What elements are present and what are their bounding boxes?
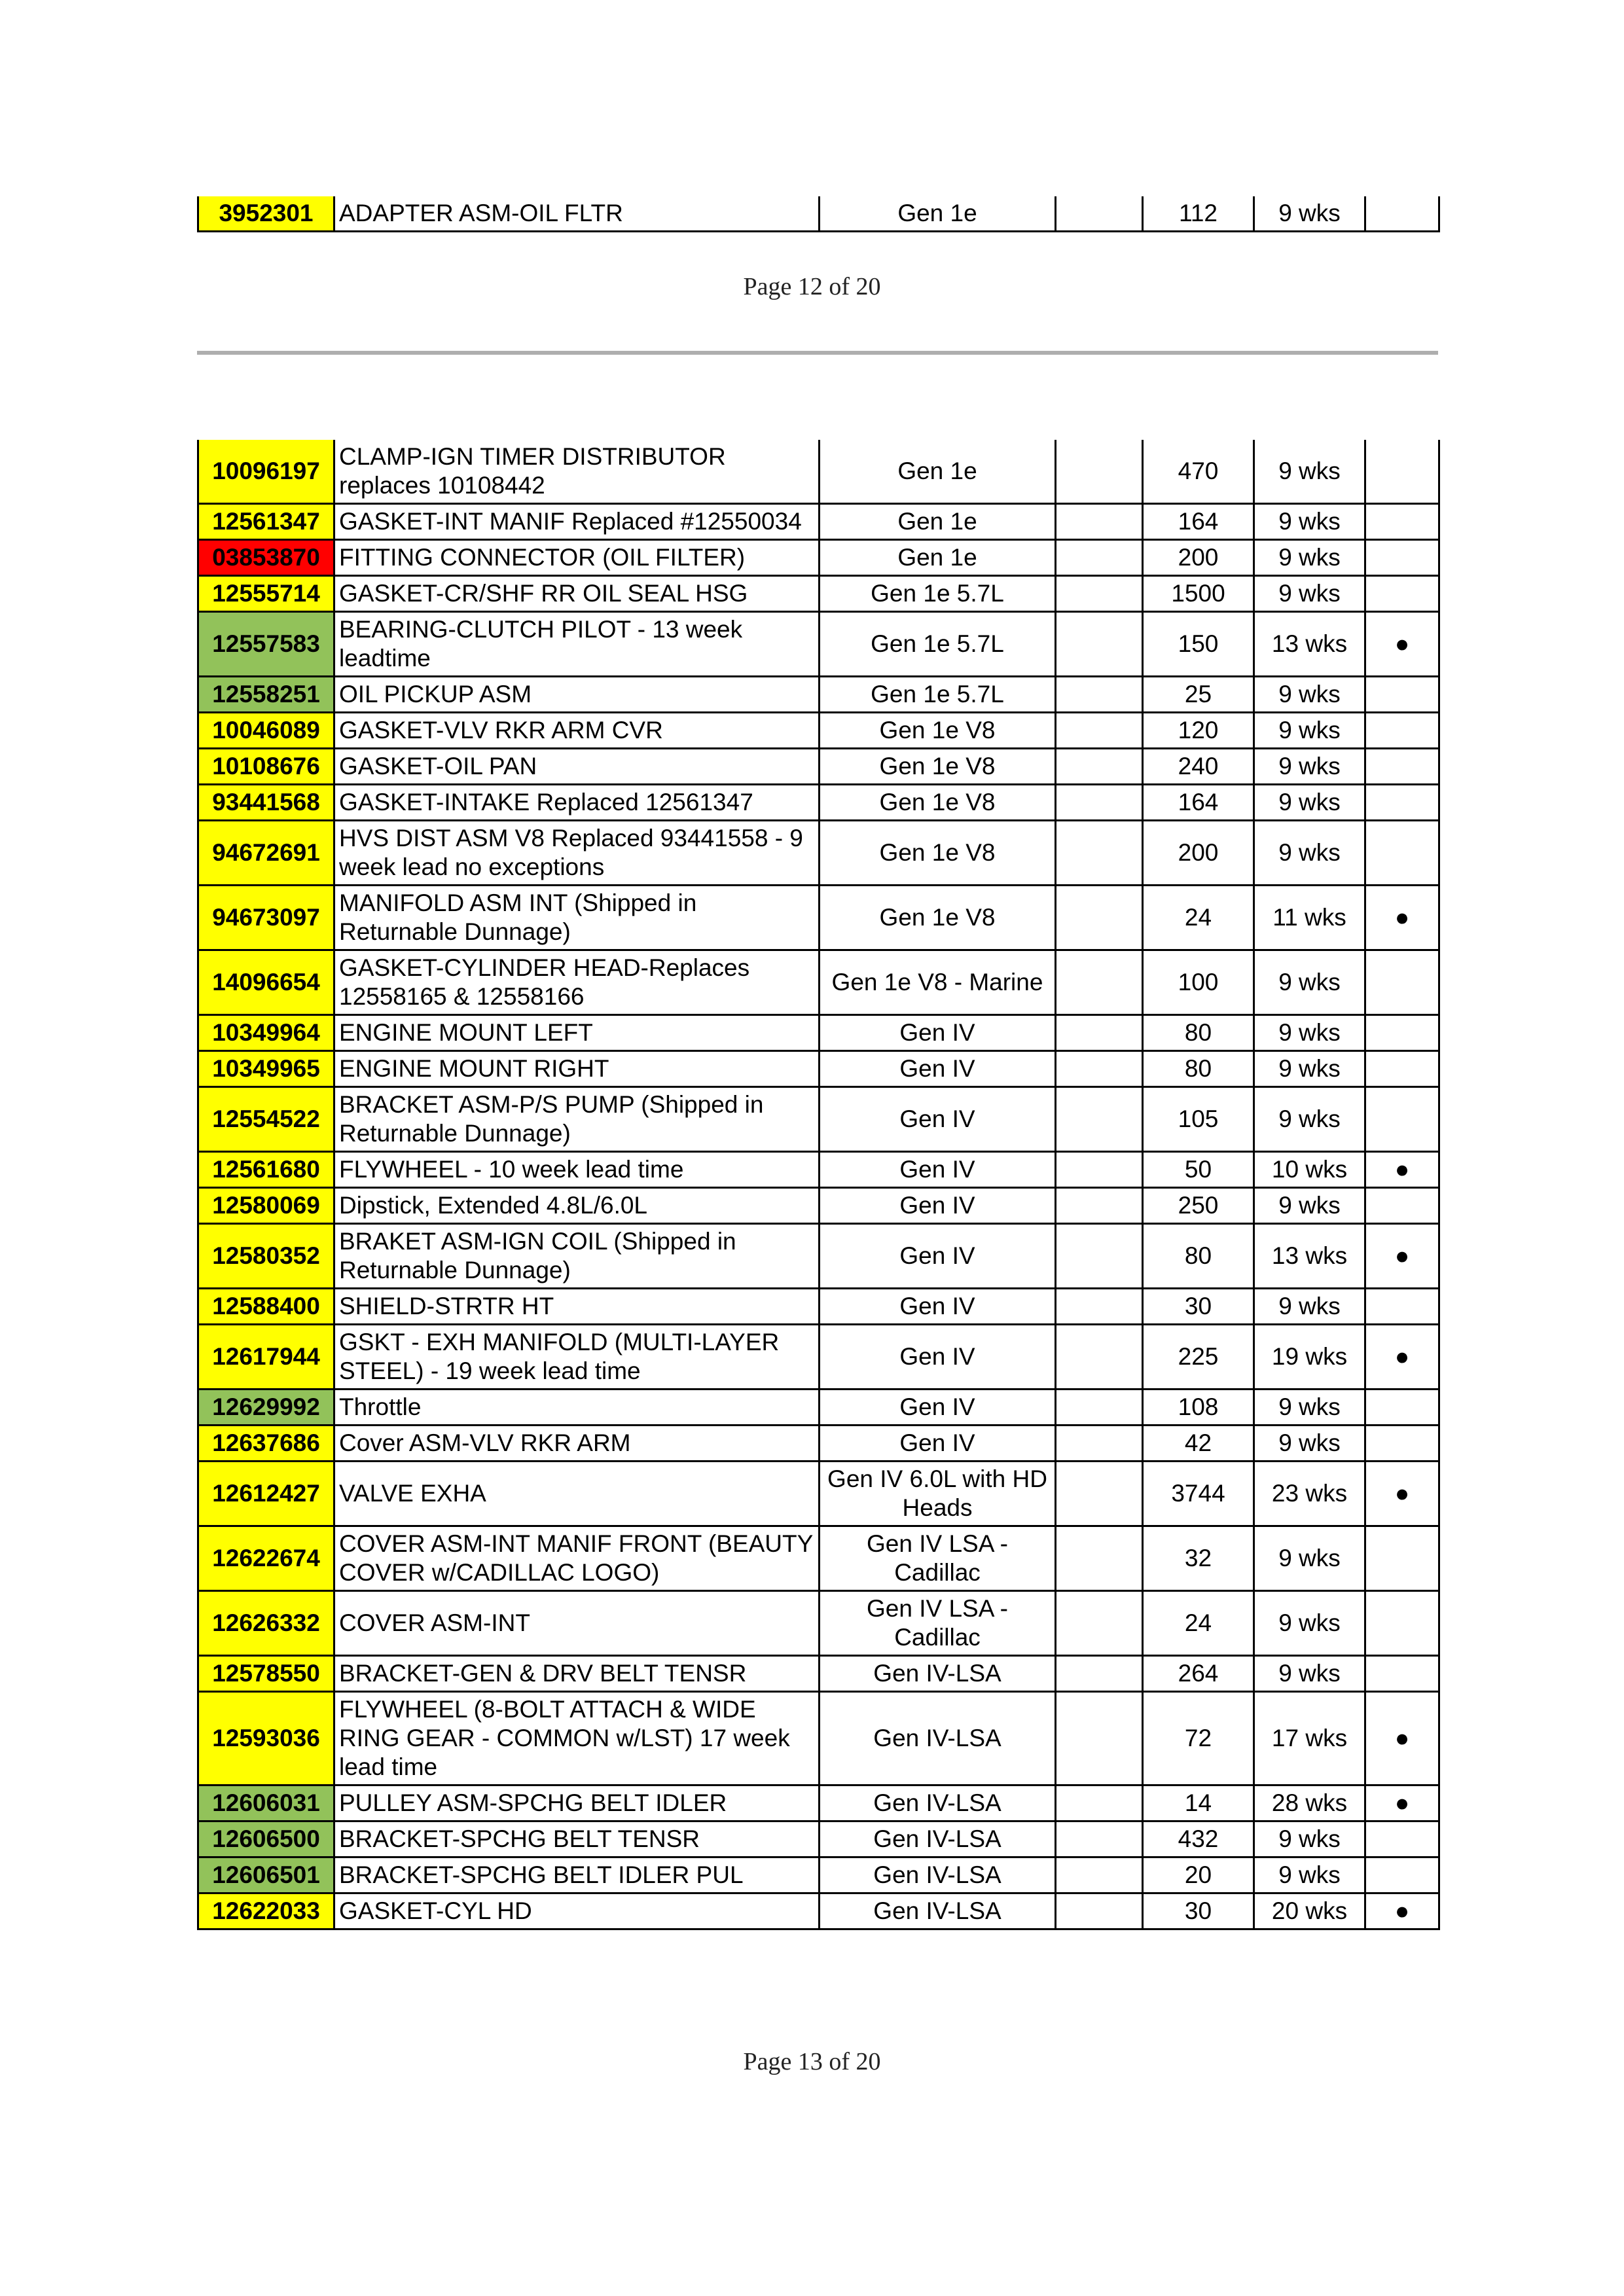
indicator-mark: ● [1365, 1893, 1439, 1929]
generation: Gen IV [820, 1051, 1056, 1087]
generation: Gen 1e 5.7L [820, 677, 1056, 713]
quantity: 14 [1143, 1785, 1254, 1821]
lead-time: 23 wks [1254, 1462, 1365, 1526]
description: ENGINE MOUNT LEFT [334, 1015, 820, 1051]
lead-time: 9 wks [1254, 785, 1365, 821]
table-row [198, 1188, 1439, 1224]
lead-time: 9 wks [1254, 1390, 1365, 1426]
part-number: 12593036 [198, 1692, 334, 1785]
indicator-mark [1365, 1821, 1439, 1857]
description: GASKET-CYLINDER HEAD-Replaces 12558165 & 12558166 [334, 950, 820, 1015]
indicator-mark [1365, 677, 1439, 713]
table-row [198, 1526, 1439, 1591]
blank-cell [1056, 540, 1143, 576]
generation: Gen IV [820, 1152, 1056, 1188]
description: COVER ASM-INT MANIF FRONT (BEAUTY COVER w/CADILLAC LOGO) [334, 1526, 820, 1591]
table-row [198, 1692, 1439, 1785]
description: GASKET-CR/SHF RR OIL SEAL HSG [334, 576, 820, 612]
table-row [198, 677, 1439, 713]
blank-cell [1056, 785, 1143, 821]
table-row [198, 1390, 1439, 1426]
blank-cell [1056, 440, 1143, 504]
lead-time: 10 wks [1254, 1152, 1365, 1188]
indicator-mark [1365, 749, 1439, 785]
generation: Gen IV 6.0L with HD Heads [820, 1462, 1056, 1526]
indicator-mark [1365, 1426, 1439, 1462]
blank-cell [1056, 1893, 1143, 1929]
lead-time: 9 wks [1254, 713, 1365, 749]
lead-time: 9 wks [1254, 1015, 1365, 1051]
table-row [198, 1426, 1439, 1462]
description: BRACKET-SPCHG BELT TENSR [334, 1821, 820, 1857]
table-row [198, 440, 1439, 504]
generation: Gen IV-LSA [820, 1893, 1056, 1929]
page-divider [197, 351, 1438, 355]
description: CLAMP-IGN TIMER DISTRIBUTOR replaces 10108442 [334, 440, 820, 504]
blank-cell [1056, 1526, 1143, 1591]
part-number: 12580352 [198, 1224, 334, 1289]
quantity: 24 [1143, 886, 1254, 950]
lead-time: 9 wks [1254, 196, 1365, 232]
indicator-mark [1365, 1015, 1439, 1051]
table-row [198, 886, 1439, 950]
table-row [198, 1087, 1439, 1152]
quantity: 164 [1143, 785, 1254, 821]
generation: Gen 1e V8 [820, 821, 1056, 886]
description: GASKET-CYL HD [334, 1893, 820, 1929]
table-row [198, 1591, 1439, 1656]
blank-cell [1056, 677, 1143, 713]
indicator-mark: ● [1365, 1692, 1439, 1785]
table-row [198, 1289, 1439, 1325]
generation: Gen IV [820, 1325, 1056, 1390]
blank-cell [1056, 1224, 1143, 1289]
lead-time: 9 wks [1254, 1591, 1365, 1656]
indicator-mark [1365, 1656, 1439, 1692]
description: HVS DIST ASM V8 Replaced 93441558 - 9 week lead no exceptions [334, 821, 820, 886]
description: VALVE EXHA [334, 1462, 820, 1526]
blank-cell [1056, 821, 1143, 886]
lead-time: 9 wks [1254, 1857, 1365, 1893]
blank-cell [1056, 1426, 1143, 1462]
part-number: 12557583 [198, 612, 334, 677]
table-row [198, 612, 1439, 677]
blank-cell [1056, 1188, 1143, 1224]
part-number: 12580069 [198, 1188, 334, 1224]
part-number: 10096197 [198, 440, 334, 504]
generation: Gen 1e 5.7L [820, 576, 1056, 612]
blank-cell [1056, 1821, 1143, 1857]
blank-cell [1056, 1692, 1143, 1785]
generation: Gen IV LSA - Cadillac [820, 1526, 1056, 1591]
part-number: 12561680 [198, 1152, 334, 1188]
page-footer-13: Page 13 of 20 [743, 2048, 881, 2075]
part-number: 12588400 [198, 1289, 334, 1325]
blank-cell [1056, 1289, 1143, 1325]
indicator-mark: ● [1365, 1462, 1439, 1526]
quantity: 250 [1143, 1188, 1254, 1224]
part-number: 12626332 [198, 1591, 334, 1656]
blank-cell [1056, 886, 1143, 950]
lead-time: 9 wks [1254, 1289, 1365, 1325]
generation: Gen IV-LSA [820, 1857, 1056, 1893]
generation: Gen IV [820, 1188, 1056, 1224]
description: FLYWHEEL - 10 week lead time [334, 1152, 820, 1188]
quantity: 42 [1143, 1426, 1254, 1462]
generation: Gen 1e V8 - Marine [820, 950, 1056, 1015]
quantity: 100 [1143, 950, 1254, 1015]
lead-time: 9 wks [1254, 540, 1365, 576]
indicator-mark [1365, 1087, 1439, 1152]
quantity: 200 [1143, 821, 1254, 886]
quantity: 200 [1143, 540, 1254, 576]
table-row [198, 1893, 1439, 1929]
description: BRACKET-GEN & DRV BELT TENSR [334, 1656, 820, 1692]
generation: Gen 1e [820, 196, 1056, 232]
generation: Gen IV [820, 1426, 1056, 1462]
quantity: 3744 [1143, 1462, 1254, 1526]
part-number: 12617944 [198, 1325, 334, 1390]
quantity: 108 [1143, 1390, 1254, 1426]
lead-time: 9 wks [1254, 504, 1365, 540]
blank-cell [1056, 1785, 1143, 1821]
description: ENGINE MOUNT RIGHT [334, 1051, 820, 1087]
quantity: 30 [1143, 1289, 1254, 1325]
lead-time: 9 wks [1254, 749, 1365, 785]
table-row [198, 1224, 1439, 1289]
part-number: 94672691 [198, 821, 334, 886]
generation: Gen 1e [820, 540, 1056, 576]
lead-time: 28 wks [1254, 1785, 1365, 1821]
indicator-mark [1365, 1857, 1439, 1893]
part-number: 10349964 [198, 1015, 334, 1051]
lead-time: 9 wks [1254, 677, 1365, 713]
part-number: 12554522 [198, 1087, 334, 1152]
blank-cell [1056, 749, 1143, 785]
generation: Gen IV [820, 1015, 1056, 1051]
lead-time: 13 wks [1254, 1224, 1365, 1289]
description: GASKET-OIL PAN [334, 749, 820, 785]
generation: Gen 1e [820, 440, 1056, 504]
description: MANIFOLD ASM INT (Shipped in Returnable Dunnage) [334, 886, 820, 950]
table-row [198, 1051, 1439, 1087]
part-number: 12558251 [198, 677, 334, 713]
description: Throttle [334, 1390, 820, 1426]
blank-cell [1056, 1857, 1143, 1893]
indicator-mark [1365, 196, 1439, 232]
quantity: 264 [1143, 1656, 1254, 1692]
blank-cell [1056, 504, 1143, 540]
indicator-mark: ● [1365, 1224, 1439, 1289]
indicator-mark [1365, 950, 1439, 1015]
part-number: 03853870 [198, 540, 334, 576]
description: GSKT - EXH MANIFOLD (MULTI-LAYER STEEL) - 19 week lead time [334, 1325, 820, 1390]
quantity: 432 [1143, 1821, 1254, 1857]
indicator-mark: ● [1365, 886, 1439, 950]
generation: Gen IV-LSA [820, 1821, 1056, 1857]
blank-cell [1056, 612, 1143, 677]
lead-time: 20 wks [1254, 1893, 1365, 1929]
description: BEARING-CLUTCH PILOT - 13 week leadtime [334, 612, 820, 677]
indicator-mark: ● [1365, 1325, 1439, 1390]
part-number: 10349965 [198, 1051, 334, 1087]
lead-time: 19 wks [1254, 1325, 1365, 1390]
description: ADAPTER ASM-OIL FLTR [334, 196, 820, 232]
generation: Gen IV [820, 1087, 1056, 1152]
quantity: 150 [1143, 612, 1254, 677]
description: Cover ASM-VLV RKR ARM [334, 1426, 820, 1462]
indicator-mark [1365, 785, 1439, 821]
table-row [198, 504, 1439, 540]
quantity: 112 [1143, 196, 1254, 232]
part-number: 12606500 [198, 1821, 334, 1857]
quantity: 225 [1143, 1325, 1254, 1390]
blank-cell [1056, 713, 1143, 749]
quantity: 72 [1143, 1692, 1254, 1785]
parts-table [197, 440, 1440, 1930]
table-row [198, 1656, 1439, 1692]
part-number: 12578550 [198, 1656, 334, 1692]
table-row [198, 950, 1439, 1015]
part-number: 12622674 [198, 1526, 334, 1591]
table-row [198, 540, 1439, 576]
generation: Gen 1e 5.7L [820, 612, 1056, 677]
table-row [198, 1785, 1439, 1821]
page-footer-12: Page 12 of 20 [743, 273, 881, 300]
table-row [198, 1821, 1439, 1857]
description: GASKET-VLV RKR ARM CVR [334, 713, 820, 749]
quantity: 80 [1143, 1224, 1254, 1289]
table-row [198, 196, 1439, 232]
quantity: 25 [1143, 677, 1254, 713]
indicator-mark [1365, 1591, 1439, 1656]
table-row [198, 1462, 1439, 1526]
part-number: 12606501 [198, 1857, 334, 1893]
indicator-mark: ● [1365, 1152, 1439, 1188]
table-row [198, 1015, 1439, 1051]
description: PULLEY ASM-SPCHG BELT IDLER [334, 1785, 820, 1821]
generation: Gen 1e V8 [820, 785, 1056, 821]
lead-time: 9 wks [1254, 1656, 1365, 1692]
generation: Gen IV-LSA [820, 1785, 1056, 1821]
quantity: 470 [1143, 440, 1254, 504]
indicator-mark: ● [1365, 612, 1439, 677]
indicator-mark [1365, 1526, 1439, 1591]
part-number: 12555714 [198, 576, 334, 612]
generation: Gen 1e V8 [820, 713, 1056, 749]
lead-time: 11 wks [1254, 886, 1365, 950]
generation: Gen 1e V8 [820, 886, 1056, 950]
indicator-mark [1365, 576, 1439, 612]
quantity: 120 [1143, 713, 1254, 749]
part-number: 12629992 [198, 1390, 334, 1426]
blank-cell [1056, 950, 1143, 1015]
table-row [198, 1325, 1439, 1390]
blank-cell [1056, 576, 1143, 612]
lead-time: 13 wks [1254, 612, 1365, 677]
description: FITTING CONNECTOR (OIL FILTER) [334, 540, 820, 576]
blank-cell [1056, 1325, 1143, 1390]
description: SHIELD-STRTR HT [334, 1289, 820, 1325]
lead-time: 17 wks [1254, 1692, 1365, 1785]
part-number: 12622033 [198, 1893, 334, 1929]
blank-cell [1056, 196, 1143, 232]
lead-time: 9 wks [1254, 1526, 1365, 1591]
lead-time: 9 wks [1254, 950, 1365, 1015]
part-number: 12637686 [198, 1426, 334, 1462]
quantity: 50 [1143, 1152, 1254, 1188]
table-row [198, 713, 1439, 749]
blank-cell [1056, 1087, 1143, 1152]
blank-cell [1056, 1015, 1143, 1051]
quantity: 30 [1143, 1893, 1254, 1929]
lead-time: 9 wks [1254, 576, 1365, 612]
part-number: 94673097 [198, 886, 334, 950]
indicator-mark [1365, 440, 1439, 504]
lead-time: 9 wks [1254, 1087, 1365, 1152]
table-row [198, 785, 1439, 821]
description: FLYWHEEL (8-BOLT ATTACH & WIDE RING GEAR - COMMON w/LST) 17 week lead time [334, 1692, 820, 1785]
description: BRAKET ASM-IGN COIL (Shipped in Returnable Dunnage) [334, 1224, 820, 1289]
generation: Gen IV [820, 1390, 1056, 1426]
generation: Gen 1e [820, 504, 1056, 540]
part-number: 3952301 [198, 196, 334, 232]
quantity: 105 [1143, 1087, 1254, 1152]
quantity: 1500 [1143, 576, 1254, 612]
description: GASKET-INTAKE Replaced 12561347 [334, 785, 820, 821]
generation: Gen IV LSA - Cadillac [820, 1591, 1056, 1656]
quantity: 164 [1143, 504, 1254, 540]
table-row [198, 1857, 1439, 1893]
lead-time: 9 wks [1254, 821, 1365, 886]
blank-cell [1056, 1390, 1143, 1426]
indicator-mark [1365, 713, 1439, 749]
indicator-mark [1365, 540, 1439, 576]
generation: Gen 1e V8 [820, 749, 1056, 785]
blank-cell [1056, 1591, 1143, 1656]
table-row [198, 1152, 1439, 1188]
quantity: 24 [1143, 1591, 1254, 1656]
lead-time: 9 wks [1254, 1051, 1365, 1087]
table-row [198, 821, 1439, 886]
lead-time: 9 wks [1254, 1821, 1365, 1857]
quantity: 80 [1143, 1051, 1254, 1087]
description: OIL PICKUP ASM [334, 677, 820, 713]
blank-cell [1056, 1152, 1143, 1188]
quantity: 240 [1143, 749, 1254, 785]
description: BRACKET ASM-P/S PUMP (Shipped in Returnable Dunnage) [334, 1087, 820, 1152]
part-number: 12606031 [198, 1785, 334, 1821]
part-number: 93441568 [198, 785, 334, 821]
lead-time: 9 wks [1254, 1188, 1365, 1224]
table-row [198, 576, 1439, 612]
description: BRACKET-SPCHG BELT IDLER PUL [334, 1857, 820, 1893]
blank-cell [1056, 1051, 1143, 1087]
parts-table-top [197, 196, 1440, 232]
quantity: 32 [1143, 1526, 1254, 1591]
indicator-mark [1365, 1188, 1439, 1224]
indicator-mark [1365, 821, 1439, 886]
lead-time: 9 wks [1254, 440, 1365, 504]
description: COVER ASM-INT [334, 1591, 820, 1656]
indicator-mark [1365, 1289, 1439, 1325]
part-number: 12612427 [198, 1462, 334, 1526]
part-number: 12561347 [198, 504, 334, 540]
generation: Gen IV-LSA [820, 1656, 1056, 1692]
quantity: 80 [1143, 1015, 1254, 1051]
part-number: 10108676 [198, 749, 334, 785]
generation: Gen IV [820, 1224, 1056, 1289]
description: Dipstick, Extended 4.8L/6.0L [334, 1188, 820, 1224]
table-row [198, 749, 1439, 785]
blank-cell [1056, 1656, 1143, 1692]
blank-cell [1056, 1462, 1143, 1526]
quantity: 20 [1143, 1857, 1254, 1893]
part-number: 10046089 [198, 713, 334, 749]
indicator-mark [1365, 1051, 1439, 1087]
indicator-mark [1365, 504, 1439, 540]
indicator-mark [1365, 1390, 1439, 1426]
generation: Gen IV-LSA [820, 1692, 1056, 1785]
description: GASKET-INT MANIF Replaced #12550034 [334, 504, 820, 540]
part-number: 14096654 [198, 950, 334, 1015]
indicator-mark: ● [1365, 1785, 1439, 1821]
lead-time: 9 wks [1254, 1426, 1365, 1462]
generation: Gen IV [820, 1289, 1056, 1325]
